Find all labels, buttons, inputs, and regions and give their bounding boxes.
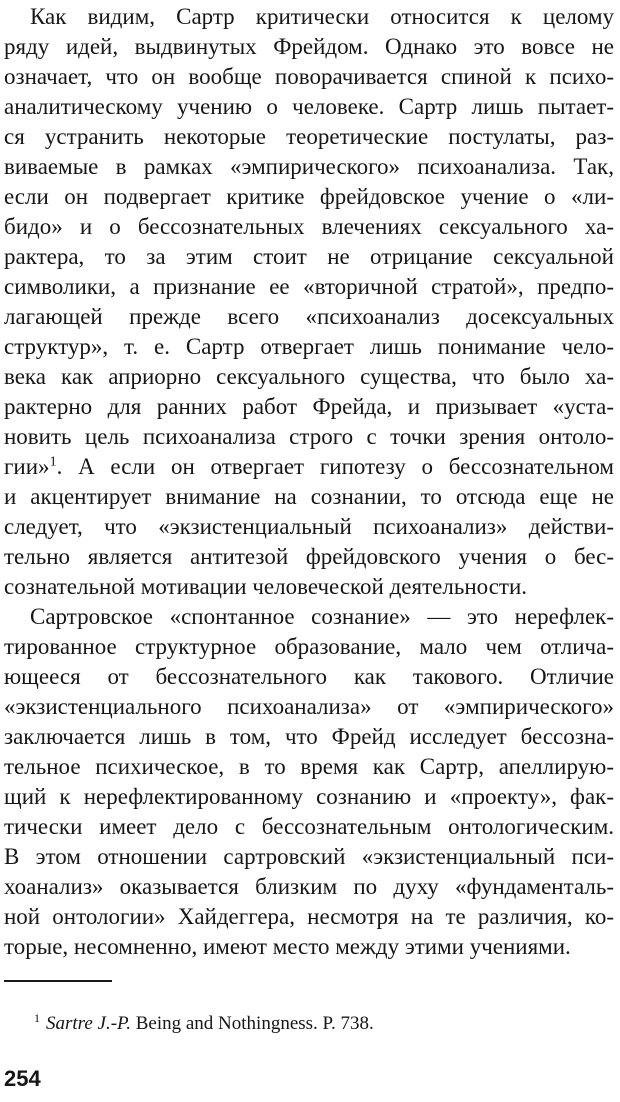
text-line: тированное структурное образование, мало чем отлича- xyxy=(4,634,614,659)
text-line: и акцентирует внимание на сознании, то отсюда еще не xyxy=(4,484,614,509)
footnote-text: Being and Nothingness. P. 738. xyxy=(130,1013,374,1034)
text-line: заключается лишь в том, что Фрейд исследует бессозна- xyxy=(4,724,614,749)
text-line: бидо» и о бессознательных влечениях сексуального ха- xyxy=(4,214,614,239)
text-line: ной онтологии» Хайдеггера, несмотря на те различия, ко- xyxy=(4,904,614,929)
text-fragment: . А если он отвергает гипотезу о бессознательном xyxy=(56,454,614,479)
text-line: ся устранить некоторые теоретические постулаты, раз- xyxy=(4,124,614,149)
text-line: торые, несомненно, имеют место между этими учениями. xyxy=(4,934,571,959)
text-line: сознательной мотивации человеческой деятельности. xyxy=(4,574,528,599)
text-line: лагающей прежде всего «психоанализ досексуальных xyxy=(4,304,614,329)
text-line-with-footnote-ref xyxy=(4,452,614,482)
text-line: Как видим, Сартр критически относится к целому xyxy=(30,4,614,29)
text-line: структур», т. е. Сартр отвергает лишь понимание чело- xyxy=(4,334,614,359)
text-line: ющееся от бессознательного как такового. Отличие xyxy=(4,664,614,689)
text-line: ряду идей, выдвинутых Фрейдом. Однако это вовсе не xyxy=(4,34,614,59)
text-line: следует, что «экзистенциальный психоанализ» действи- xyxy=(4,514,614,539)
text-line: В этом отношении сартровский «экзистенциальный пси- xyxy=(4,844,614,869)
text-line: века как априорно сексуального существа, что было ха- xyxy=(4,364,614,389)
text-line: если он подвергает критике фрейдовское учение о «ли- xyxy=(4,184,614,209)
text-line: щий к нерефлектированному сознанию и «проекту», фак- xyxy=(4,784,614,809)
footnote-divider xyxy=(4,980,112,982)
text-line: тически имеет дело с бессознательным онтологическим. xyxy=(4,814,614,839)
page-number: 254 xyxy=(4,1066,41,1091)
text-line: тельное психическое, в то время как Сартр, апеллирую- xyxy=(4,754,614,779)
text-line: означает, что он вообще поворачивается спиной к психо- xyxy=(4,64,614,89)
text-line: виваемые в рамках «эмпирического» психоанализа. Так, xyxy=(4,154,614,179)
footnote-author: Sartre J.-P. xyxy=(46,1013,131,1034)
text-line: хоанализ» оказывается близким по духу «фундаменталь- xyxy=(4,874,614,899)
text-line: рактерно для ранних работ Фрейда, и призывает «уста- xyxy=(4,394,614,419)
text-line: аналитическому учению о человеке. Сартр лишь пытает- xyxy=(4,94,614,119)
text-fragment: гии» xyxy=(4,454,50,479)
footnote xyxy=(34,1012,374,1036)
text-line: тельно является антитезой фрейдовского учения о бес- xyxy=(4,544,614,569)
text-line: символики, а признание ее «вторичной стратой», предпо- xyxy=(4,274,614,299)
text-line: «экзистенциального психоанализа» от «эмпирического» xyxy=(4,694,614,719)
text-line: Сартровское «спонтанное сознание» — это нерефлек- xyxy=(30,604,614,629)
text-line: рактера, то за этим стоит не отрицание сексуальной xyxy=(4,244,614,269)
footnote-marker: 1 xyxy=(34,1010,40,1025)
footnote-reference[interactable]: 1 xyxy=(49,454,57,470)
text-line: новить цель психоанализа строго с точки зрения онтоло- xyxy=(4,424,614,449)
